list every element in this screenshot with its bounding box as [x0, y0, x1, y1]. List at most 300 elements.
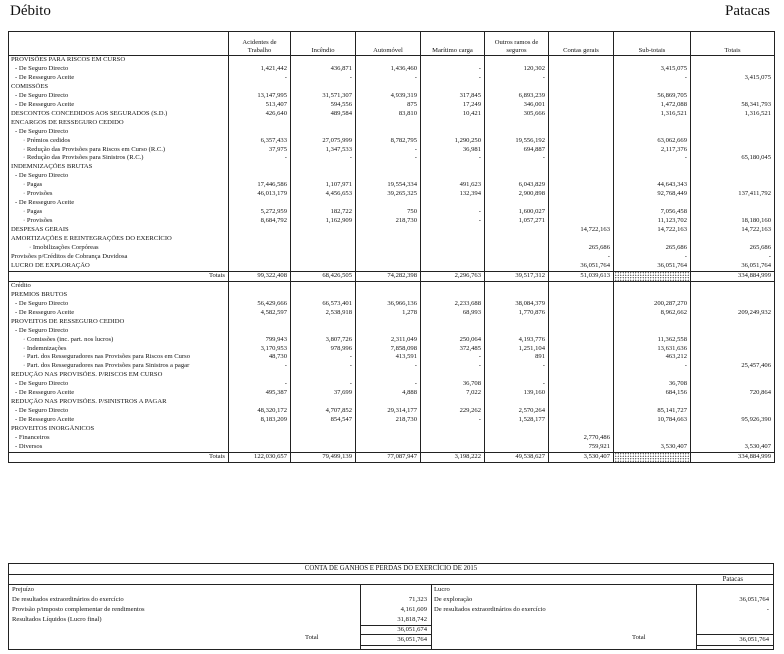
credit-row — [9, 380, 775, 389]
row-label: · Redução das Provisões para Sinistros (R.C.) — [9, 154, 229, 163]
value-cell: 3,170,953 — [229, 345, 291, 354]
operations-table — [8, 31, 775, 463]
value-cell: 372,485 — [421, 345, 485, 354]
value-cell — [549, 92, 614, 101]
value-cell: 1,528,177 — [485, 416, 549, 425]
value-cell — [356, 425, 421, 434]
value-cell — [549, 309, 614, 318]
value-cell — [691, 318, 775, 327]
value-cell — [691, 336, 775, 345]
value-cell: 305,666 — [485, 110, 549, 119]
value-cell: 978,996 — [291, 345, 356, 354]
value-cell — [421, 425, 485, 434]
empty-cell — [291, 281, 356, 290]
row-label: PROVEITOS INORGÂNICOS — [9, 425, 229, 434]
value-cell — [229, 425, 291, 434]
value-cell — [614, 398, 691, 407]
value-cell — [691, 92, 775, 101]
row-label: - De Seguro Directo — [9, 327, 229, 336]
value-cell: 14,722,163 — [614, 226, 691, 235]
debit-row — [9, 92, 775, 101]
value-cell: 17,249 — [421, 101, 485, 110]
value-cell: 36,708 — [421, 380, 485, 389]
value-cell: 2,900,898 — [485, 190, 549, 199]
row-label: · Imobilizações Corpóreas — [9, 244, 229, 253]
value-cell: - — [485, 362, 549, 371]
value-cell — [356, 434, 421, 443]
value-cell: - — [614, 253, 691, 262]
value-cell: - — [485, 74, 549, 83]
value-cell — [229, 244, 291, 253]
total-cell: 3,198,222 — [421, 452, 485, 462]
debit-row — [9, 163, 775, 172]
debit-row — [9, 74, 775, 83]
value-cell: 891 — [485, 353, 549, 362]
value-cell: 346,001 — [485, 101, 549, 110]
value-cell: - — [421, 353, 485, 362]
value-cell — [691, 208, 775, 217]
value-cell — [291, 253, 356, 262]
pl-left-value: 71,323 — [408, 596, 427, 603]
value-cell: 11,123,702 — [614, 217, 691, 226]
value-cell — [485, 56, 549, 65]
value-cell — [421, 371, 485, 380]
value-cell — [614, 199, 691, 208]
value-cell: 1,162,909 — [291, 217, 356, 226]
value-cell — [229, 318, 291, 327]
value-cell — [691, 407, 775, 416]
debit-row — [9, 235, 775, 244]
value-cell: 4,939,319 — [356, 92, 421, 101]
pl-left-total: 36,051,764 — [397, 636, 427, 643]
value-cell: 594,556 — [291, 101, 356, 110]
value-cell — [549, 291, 614, 300]
value-cell — [549, 425, 614, 434]
total-cell: 39,517,312 — [485, 271, 549, 281]
total-cell: 122,030,657 — [229, 452, 291, 462]
value-cell — [421, 235, 485, 244]
value-cell — [485, 262, 549, 271]
value-cell: 85,141,727 — [614, 407, 691, 416]
debit-row — [9, 146, 775, 155]
value-cell — [291, 163, 356, 172]
corner-cell — [9, 32, 229, 56]
value-cell: 38,084,379 — [485, 300, 549, 309]
value-cell: 36,966,136 — [356, 300, 421, 309]
debit-total-row — [9, 271, 775, 281]
row-label: LUCRO DE EXPLORAÇÃO — [9, 262, 229, 271]
row-label: - De Resseguro Aceite — [9, 74, 229, 83]
value-cell: 14,722,163 — [549, 226, 614, 235]
value-cell: 1,290,250 — [421, 137, 485, 146]
value-cell — [421, 172, 485, 181]
value-cell: 36,981 — [421, 146, 485, 155]
value-cell: - — [614, 362, 691, 371]
value-cell — [691, 371, 775, 380]
value-cell: 31,571,307 — [291, 92, 356, 101]
row-label: - Diversos — [9, 443, 229, 452]
value-cell: 3,415,075 — [614, 65, 691, 74]
debit-row — [9, 190, 775, 199]
value-cell: - — [485, 154, 549, 163]
pl-left-label: Resultados Líquidos (Lucro final) — [12, 616, 102, 623]
value-cell: 120,302 — [485, 65, 549, 74]
value-cell: - — [421, 65, 485, 74]
total-cell: 74,282,398 — [356, 271, 421, 281]
value-cell — [549, 128, 614, 137]
value-cell — [356, 318, 421, 327]
pl-left-total-label: Total — [305, 634, 319, 641]
debit-row — [9, 56, 775, 65]
value-cell — [485, 253, 549, 262]
value-cell: 8,962,662 — [614, 309, 691, 318]
value-cell — [485, 83, 549, 92]
empty-cell — [229, 281, 291, 290]
value-cell: 10,784,663 — [614, 416, 691, 425]
credit-row — [9, 327, 775, 336]
value-cell: 4,582,597 — [229, 309, 291, 318]
value-cell — [421, 244, 485, 253]
value-cell: 19,554,334 — [356, 181, 421, 190]
value-cell — [356, 56, 421, 65]
value-cell — [485, 199, 549, 208]
debit-row — [9, 262, 775, 271]
row-label: - De Seguro Directo — [9, 300, 229, 309]
credit-row — [9, 318, 775, 327]
value-cell — [356, 253, 421, 262]
credit-row — [9, 362, 775, 371]
row-label: Provisões p/Créditos de Cobrança Duvidosa — [9, 253, 229, 262]
empty-cell — [691, 281, 775, 290]
value-cell: 265,686 — [614, 244, 691, 253]
value-cell — [356, 83, 421, 92]
pl-title: CONTA DE GANHOS E PERDAS DO EXERCÍCIO DE 2015 — [9, 564, 773, 575]
value-cell — [485, 244, 549, 253]
value-cell: 44,643,343 — [614, 181, 691, 190]
credit-row — [9, 353, 775, 362]
value-cell: 13,147,995 — [229, 92, 291, 101]
row-label: - De Resseguro Aceite — [9, 416, 229, 425]
value-cell — [421, 291, 485, 300]
value-cell: 250,064 — [421, 336, 485, 345]
value-cell: 489,584 — [291, 110, 356, 119]
credit-total-row — [9, 452, 775, 462]
pl-right-total: 36,051,764 — [739, 636, 769, 643]
row-label: PROVEITOS DE RESSEGURO CEDIDO — [9, 318, 229, 327]
total-cell: 79,499,139 — [291, 452, 356, 462]
row-label: · Pagas — [9, 181, 229, 190]
value-cell: 5,272,959 — [229, 208, 291, 217]
value-cell — [291, 226, 356, 235]
value-cell: 68,993 — [421, 309, 485, 318]
total-cell — [614, 452, 691, 462]
column-header: Contas gerais — [549, 32, 614, 56]
debit-heading: Débito — [10, 3, 51, 19]
value-cell — [614, 128, 691, 137]
debit-row — [9, 253, 775, 262]
value-cell — [229, 443, 291, 452]
row-label: AMORTIZAÇÕES E REINTEGRAÇÕES DO EXERCÍCIO — [9, 235, 229, 244]
value-cell: 2,538,918 — [291, 309, 356, 318]
value-cell — [549, 336, 614, 345]
row-label: PROVISÕES PARA RISCOS EM CURSO — [9, 56, 229, 65]
pl-right-value: 36,051,764 — [739, 596, 769, 603]
value-cell — [549, 119, 614, 128]
value-cell — [691, 199, 775, 208]
value-cell — [356, 199, 421, 208]
pl-left-subtotal: 36,051,674 — [397, 626, 427, 633]
value-cell: - — [421, 208, 485, 217]
value-cell: 1,057,271 — [485, 217, 549, 226]
row-label: - De Seguro Directo — [9, 407, 229, 416]
credit-heading: Crédito — [9, 281, 229, 290]
row-label: - De Resseguro Aceite — [9, 389, 229, 398]
value-cell: 37,975 — [229, 146, 291, 155]
empty-cell — [485, 281, 549, 290]
value-cell — [549, 353, 614, 362]
value-cell — [549, 190, 614, 199]
debit-row — [9, 128, 775, 137]
row-label: · Prémios cedidos — [9, 137, 229, 146]
total-cell: 334,884,999 — [691, 271, 775, 281]
value-cell — [549, 407, 614, 416]
value-cell: 19,556,192 — [485, 137, 549, 146]
value-cell — [291, 291, 356, 300]
value-cell: - — [485, 380, 549, 389]
value-cell — [691, 137, 775, 146]
value-cell: 7,056,458 — [614, 208, 691, 217]
value-cell: - — [421, 362, 485, 371]
value-cell — [549, 65, 614, 74]
value-cell: 4,707,852 — [291, 407, 356, 416]
row-label: PREMIOS BRUTOS — [9, 291, 229, 300]
value-cell — [421, 327, 485, 336]
value-cell: - — [356, 74, 421, 83]
value-cell — [485, 443, 549, 452]
value-cell — [549, 318, 614, 327]
value-cell — [485, 434, 549, 443]
value-cell — [229, 262, 291, 271]
value-cell: - — [356, 154, 421, 163]
value-cell — [485, 128, 549, 137]
value-cell — [691, 398, 775, 407]
debit-row — [9, 83, 775, 92]
value-cell: 3,530,407 — [614, 443, 691, 452]
value-cell: 48,730 — [229, 353, 291, 362]
value-cell: 1,436,460 — [356, 65, 421, 74]
value-cell: 48,320,172 — [229, 407, 291, 416]
pl-left-heading: Prejuízo — [12, 586, 34, 593]
value-cell — [229, 398, 291, 407]
value-cell — [485, 318, 549, 327]
value-cell: 11,362,558 — [614, 336, 691, 345]
value-cell: 132,394 — [421, 190, 485, 199]
credit-row — [9, 416, 775, 425]
row-label: · Comissões (inc. part. nos lucros) — [9, 336, 229, 345]
value-cell: 182,722 — [291, 208, 356, 217]
value-cell — [691, 300, 775, 309]
value-cell — [549, 172, 614, 181]
value-cell: - — [291, 380, 356, 389]
debit-row — [9, 199, 775, 208]
value-cell: 137,411,792 — [691, 190, 775, 199]
value-cell: 1,600,027 — [485, 208, 549, 217]
credit-heading-row — [9, 281, 775, 290]
value-cell: 7,022 — [421, 389, 485, 398]
value-cell — [549, 380, 614, 389]
row-label: - De Resseguro Aceite — [9, 101, 229, 110]
value-cell: 1,347,533 — [291, 146, 356, 155]
value-cell — [549, 208, 614, 217]
value-cell: 36,051,764 — [614, 262, 691, 271]
total-cell: 3,530,407 — [549, 452, 614, 462]
value-cell — [356, 163, 421, 172]
credit-row — [9, 407, 775, 416]
value-cell — [614, 235, 691, 244]
value-cell: 8,684,792 — [229, 217, 291, 226]
row-label: - De Seguro Directo — [9, 380, 229, 389]
value-cell — [356, 291, 421, 300]
value-cell — [291, 318, 356, 327]
value-cell: 3,415,075 — [691, 74, 775, 83]
value-cell — [691, 380, 775, 389]
value-cell — [291, 244, 356, 253]
credit-row — [9, 345, 775, 354]
value-cell: 694,887 — [485, 146, 549, 155]
value-cell — [614, 434, 691, 443]
value-cell — [291, 327, 356, 336]
value-cell: 2,311,049 — [356, 336, 421, 345]
value-cell — [549, 362, 614, 371]
value-cell — [291, 425, 356, 434]
value-cell: 265,686 — [691, 244, 775, 253]
credit-row — [9, 300, 775, 309]
value-cell — [421, 398, 485, 407]
debit-row — [9, 226, 775, 235]
value-cell — [291, 235, 356, 244]
value-cell: - — [291, 74, 356, 83]
profit-loss-account — [8, 563, 774, 650]
value-cell: 750 — [356, 208, 421, 217]
value-cell: 854,547 — [291, 416, 356, 425]
value-cell: - — [691, 253, 775, 262]
value-cell: 491,623 — [421, 181, 485, 190]
value-cell — [614, 327, 691, 336]
value-cell — [229, 226, 291, 235]
value-cell — [485, 327, 549, 336]
value-cell — [421, 119, 485, 128]
value-cell: 4,456,653 — [291, 190, 356, 199]
value-cell — [549, 416, 614, 425]
debit-row — [9, 244, 775, 253]
value-cell: - — [229, 154, 291, 163]
value-cell: - — [356, 146, 421, 155]
empty-cell — [614, 281, 691, 290]
value-cell: 463,212 — [614, 353, 691, 362]
value-cell — [691, 163, 775, 172]
value-cell: - — [291, 154, 356, 163]
value-cell: 29,314,177 — [356, 407, 421, 416]
debit-row — [9, 181, 775, 190]
value-cell: 37,699 — [291, 389, 356, 398]
value-cell: - — [614, 74, 691, 83]
account-grid — [8, 31, 774, 463]
value-cell: - — [421, 416, 485, 425]
value-cell — [691, 425, 775, 434]
row-label: - De Seguro Directo — [9, 172, 229, 181]
debit-row — [9, 119, 775, 128]
value-cell — [549, 300, 614, 309]
value-cell — [485, 163, 549, 172]
value-cell — [691, 235, 775, 244]
value-cell: 265,686 — [549, 244, 614, 253]
debit-row — [9, 172, 775, 181]
value-cell: 218,730 — [356, 217, 421, 226]
value-cell — [485, 398, 549, 407]
value-cell — [356, 371, 421, 380]
credit-row — [9, 371, 775, 380]
value-cell — [229, 163, 291, 172]
value-cell: 10,421 — [421, 110, 485, 119]
credit-row — [9, 434, 775, 443]
value-cell — [549, 371, 614, 380]
value-cell — [421, 443, 485, 452]
debit-row — [9, 65, 775, 74]
row-label: DESCONTOS CONCEDIDOS AOS SEGURADOS (S.D.) — [9, 110, 229, 119]
value-cell: - — [229, 362, 291, 371]
value-cell: 1,770,876 — [485, 309, 549, 318]
pl-right-heading: Lucro — [434, 586, 450, 593]
column-header: Acidentes de Trabalho — [229, 32, 291, 56]
value-cell — [691, 128, 775, 137]
value-cell — [421, 434, 485, 443]
row-label: · Indemnizações — [9, 345, 229, 354]
value-cell — [549, 181, 614, 190]
value-cell — [291, 83, 356, 92]
row-label: - De Seguro Directo — [9, 92, 229, 101]
value-cell: 2,770,486 — [549, 434, 614, 443]
column-header: Incêndio — [291, 32, 356, 56]
value-cell — [229, 119, 291, 128]
value-cell: 209,249,932 — [691, 309, 775, 318]
credit-row — [9, 443, 775, 452]
row-label: REDUÇÃO NAS PROVISÕES. P/SINISTROS A PAGAR — [9, 398, 229, 407]
value-cell — [356, 128, 421, 137]
empty-cell — [356, 281, 421, 290]
credit-row — [9, 309, 775, 318]
value-cell: 513,407 — [229, 101, 291, 110]
total-cell: 334,884,999 — [691, 452, 775, 462]
value-cell: 6,357,433 — [229, 137, 291, 146]
column-header: Marítimo carga — [421, 32, 485, 56]
value-cell — [229, 235, 291, 244]
total-cell: 68,426,505 — [291, 271, 356, 281]
value-cell — [614, 56, 691, 65]
value-cell — [421, 226, 485, 235]
value-cell: 759,921 — [549, 443, 614, 452]
credit-row — [9, 425, 775, 434]
value-cell — [356, 244, 421, 253]
value-cell: 14,722,163 — [691, 226, 775, 235]
row-label: · Pagas — [9, 208, 229, 217]
value-cell — [614, 371, 691, 380]
value-cell — [549, 154, 614, 163]
value-cell — [229, 172, 291, 181]
value-cell: - — [549, 253, 614, 262]
value-cell — [356, 398, 421, 407]
value-cell — [549, 235, 614, 244]
value-cell — [614, 119, 691, 128]
